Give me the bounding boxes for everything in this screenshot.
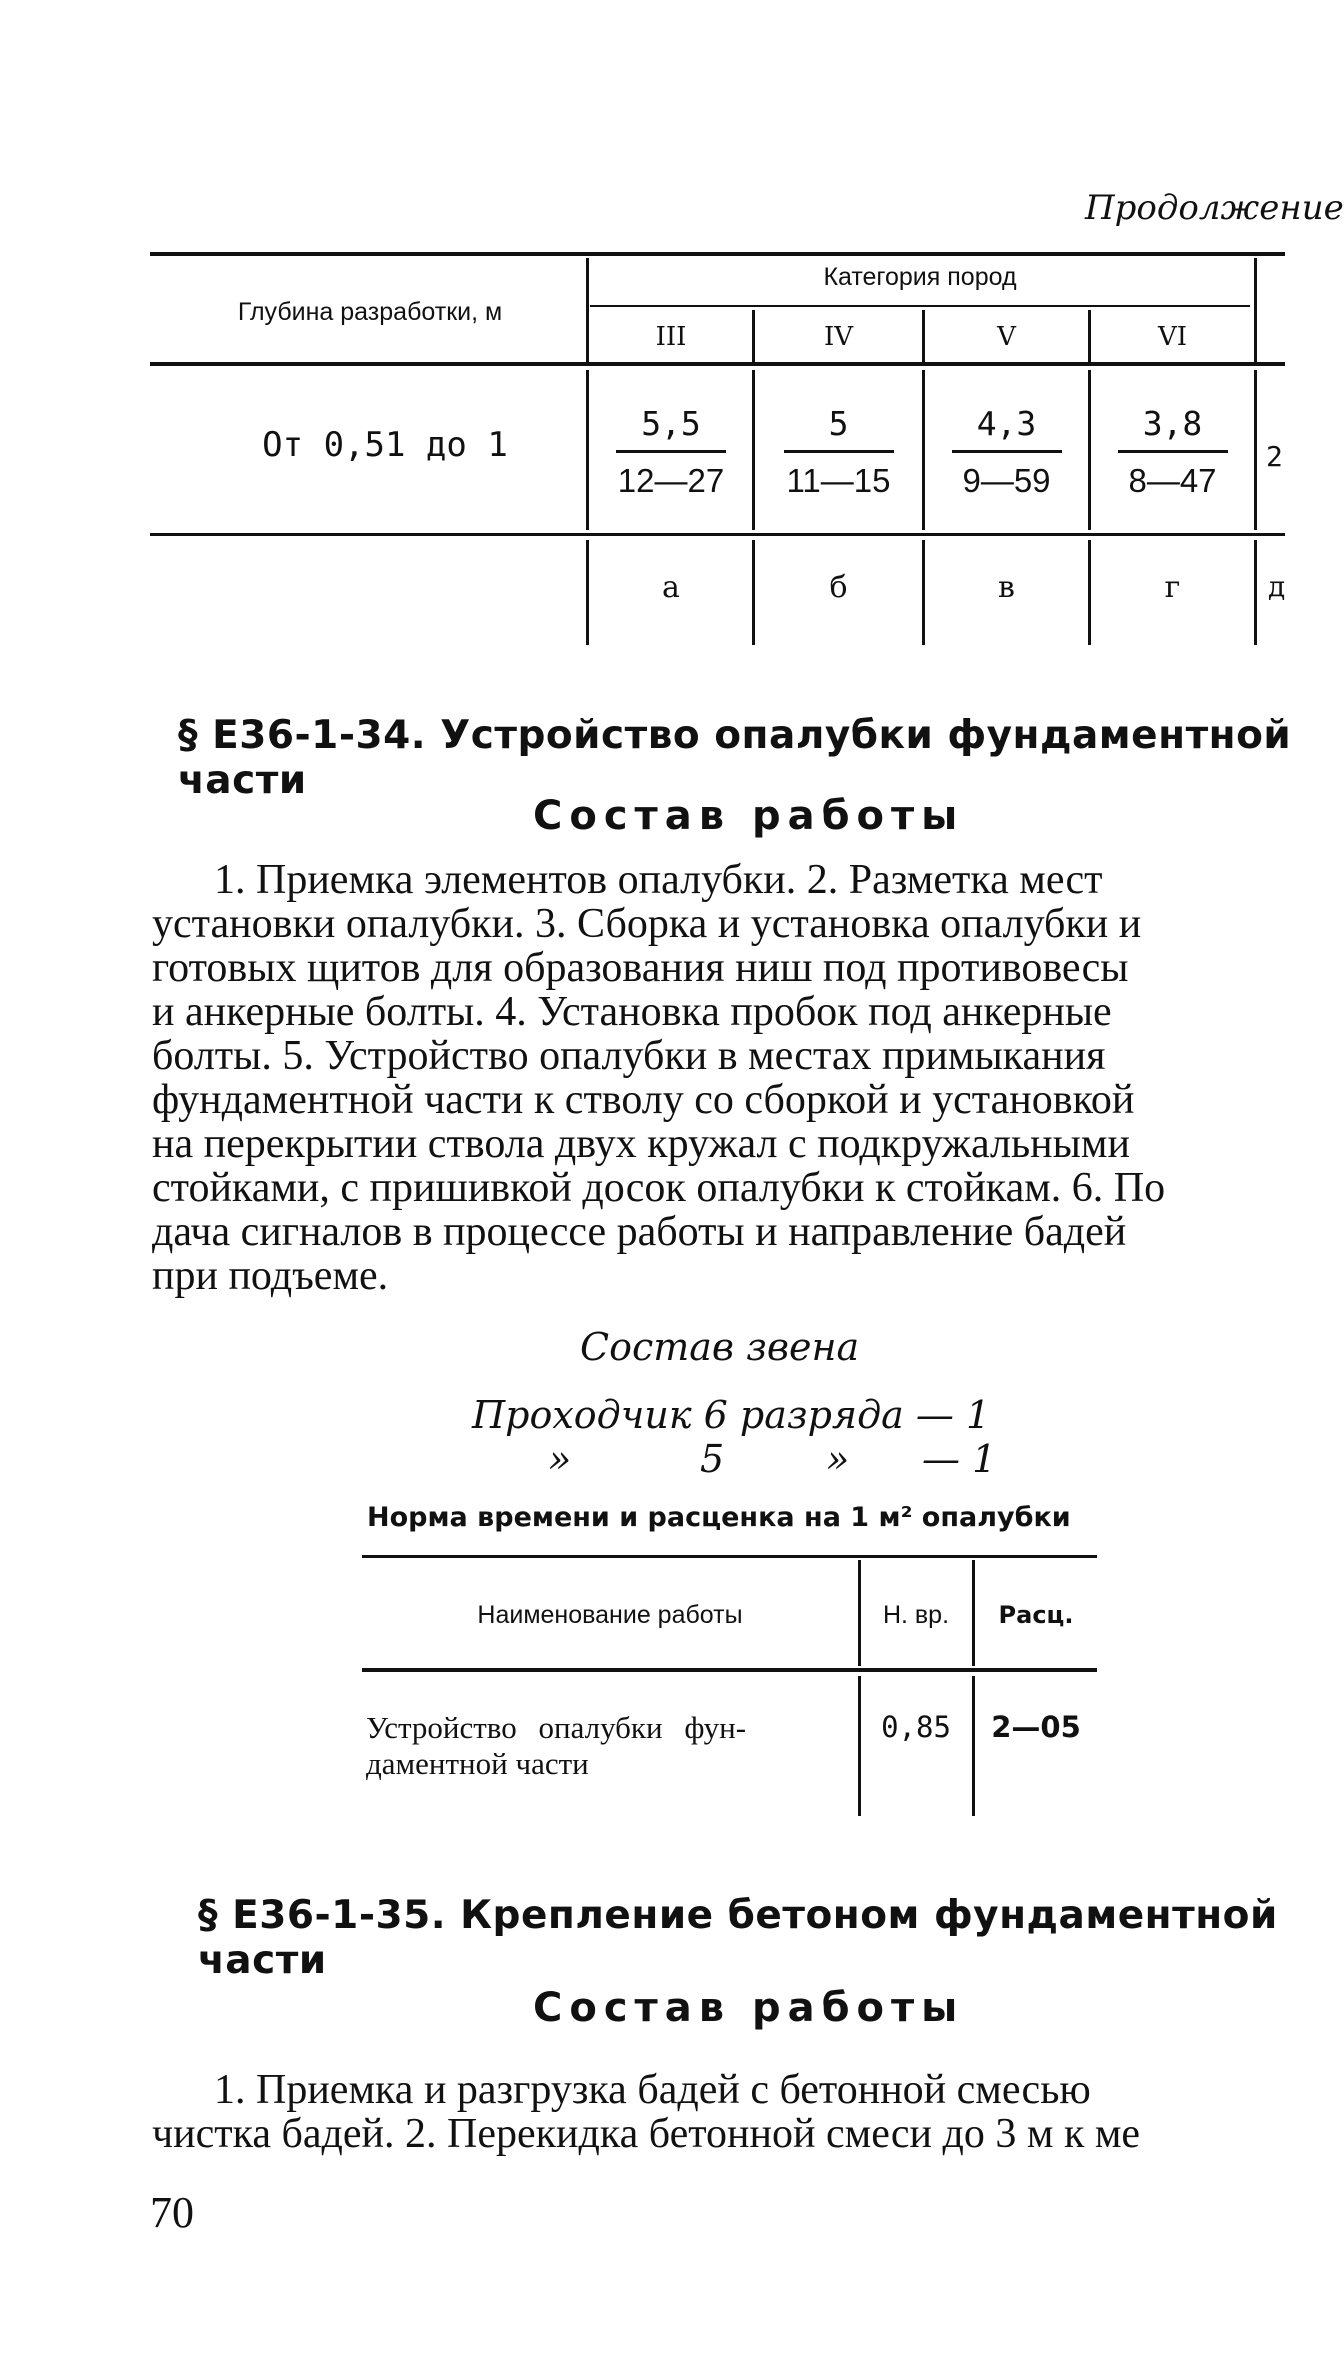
crew-line-ditto: » — [548, 1437, 572, 1481]
text-line: даментной части — [366, 1746, 589, 1781]
norm-time: 4,3 — [976, 404, 1037, 443]
text-line: болты. 5. Устройство опалубки в местах примыкания — [152, 1033, 1106, 1079]
crew-title: Состав звена — [580, 1325, 860, 1369]
cut-off-letter: д — [1268, 570, 1286, 603]
depth-header: Глубина разработки, м — [237, 298, 503, 326]
continuation-label: Продолжение — [1085, 188, 1344, 228]
column-letter: г — [1164, 570, 1181, 605]
table1-row-rule — [150, 533, 1285, 536]
table1-vline — [1254, 370, 1257, 530]
category-label: V — [997, 322, 1016, 352]
text-line: установки опалубки. 3. Сборка и установка опалубки и — [152, 901, 1142, 947]
crew-line-count: — 1 — [922, 1437, 997, 1481]
norm-cell — [1091, 402, 1254, 503]
crew-line-ditto: » — [826, 1437, 850, 1481]
norm-cell — [925, 402, 1088, 503]
rate-value: 2—05 — [991, 1710, 1081, 1744]
work-description — [152, 858, 1165, 1298]
table2-header-rule — [362, 1668, 1097, 1672]
table1-vline — [1254, 258, 1257, 362]
fraction-bar — [616, 450, 726, 453]
norm-rate: 12—27 — [617, 462, 725, 499]
text-line: при подъеме. — [152, 1253, 389, 1299]
norm-cell — [590, 402, 752, 503]
crew-line: Проходчик 6 разряда — 1 — [472, 1393, 991, 1437]
table1-top-rule — [150, 252, 1285, 256]
text-line: 1. Приемка элементов опалубки. 2. Разметка мест — [214, 857, 1103, 903]
work-description — [152, 2068, 1140, 2156]
cut-off-value: 2 — [1266, 440, 1283, 473]
category-label: IV — [823, 322, 854, 352]
table2-vline — [972, 1560, 975, 1666]
fraction-bar — [1118, 450, 1228, 453]
col-header-name: Наименование работы — [477, 1601, 743, 1629]
table2-top-rule — [362, 1555, 1097, 1558]
section-title: § Е36-1-34. Устройство опалубки фундаментной части — [178, 713, 1292, 803]
col-header-time: Н. вр. — [882, 1601, 950, 1629]
text-line: дача сигналов в процессе работы и направление бадей — [152, 1209, 1127, 1255]
crew-line-grade: 5 — [700, 1437, 725, 1481]
page-number: 70 — [150, 2188, 194, 2237]
text-line: на перекрытии ствола двух кружал с подкружальными — [152, 1121, 1130, 1167]
text-line: Устройство опалубки фун- — [366, 1710, 747, 1745]
table1-category-rule — [590, 305, 1250, 307]
table2-vline — [858, 1560, 861, 1666]
table1-header-rule — [150, 362, 1285, 366]
table1-vline — [586, 258, 589, 362]
column-letter: в — [998, 570, 1015, 605]
norm-rate: 8—47 — [1128, 462, 1217, 499]
composition-title: Состав работы — [533, 793, 965, 839]
norm-rate: 11—15 — [786, 462, 891, 499]
fraction-bar — [952, 450, 1062, 453]
table1-vline — [586, 370, 589, 530]
work-name — [366, 1710, 746, 1782]
category-header: Категория пород — [823, 263, 1017, 291]
text-line: стойками, с пришивкой досок опалубки к стойкам. 6. По — [152, 1165, 1166, 1211]
norm-cell — [755, 402, 922, 503]
norm-time: 5 — [828, 404, 849, 443]
text-line: готовых щитов для образования ниш под противовесы — [152, 945, 1129, 991]
composition-title: Состав работы — [533, 1985, 965, 2031]
category-label: III — [655, 322, 687, 352]
norm-time: 3,8 — [1142, 404, 1203, 443]
text-line: 1. Приемка и разгрузка бадей с бетонной смесью — [214, 2067, 1091, 2113]
text-line: фундаментной части к стволу со сборкой и установкой — [152, 1077, 1135, 1123]
section-title: § Е36-1-35. Крепление бетоном фундаментной части — [198, 1893, 1278, 1983]
table2-vline — [858, 1676, 861, 1816]
time-norm-value: 0,85 — [881, 1710, 951, 1744]
norm-time: 5,5 — [641, 404, 701, 443]
col-header-rate: Расц. — [998, 1601, 1074, 1629]
table1-vline — [1254, 540, 1257, 645]
category-label: VI — [1157, 322, 1188, 352]
column-letter: б — [829, 570, 848, 605]
fraction-bar — [784, 450, 894, 453]
norm-title: Норма времени и расценка на 1 м² опалубки — [367, 1502, 1071, 1533]
row-label: От 0,51 до 1 — [262, 425, 508, 465]
text-line: чистка бадей. 2. Перекидка бетонной смеси до 3 м к ме — [152, 2111, 1141, 2157]
text-line: и анкерные болты. 4. Установка пробок под анкерные — [152, 989, 1112, 1035]
column-letter: а — [662, 570, 680, 605]
table1-vline — [586, 540, 589, 645]
norm-rate: 9—59 — [962, 462, 1051, 499]
table2-vline — [972, 1676, 975, 1816]
